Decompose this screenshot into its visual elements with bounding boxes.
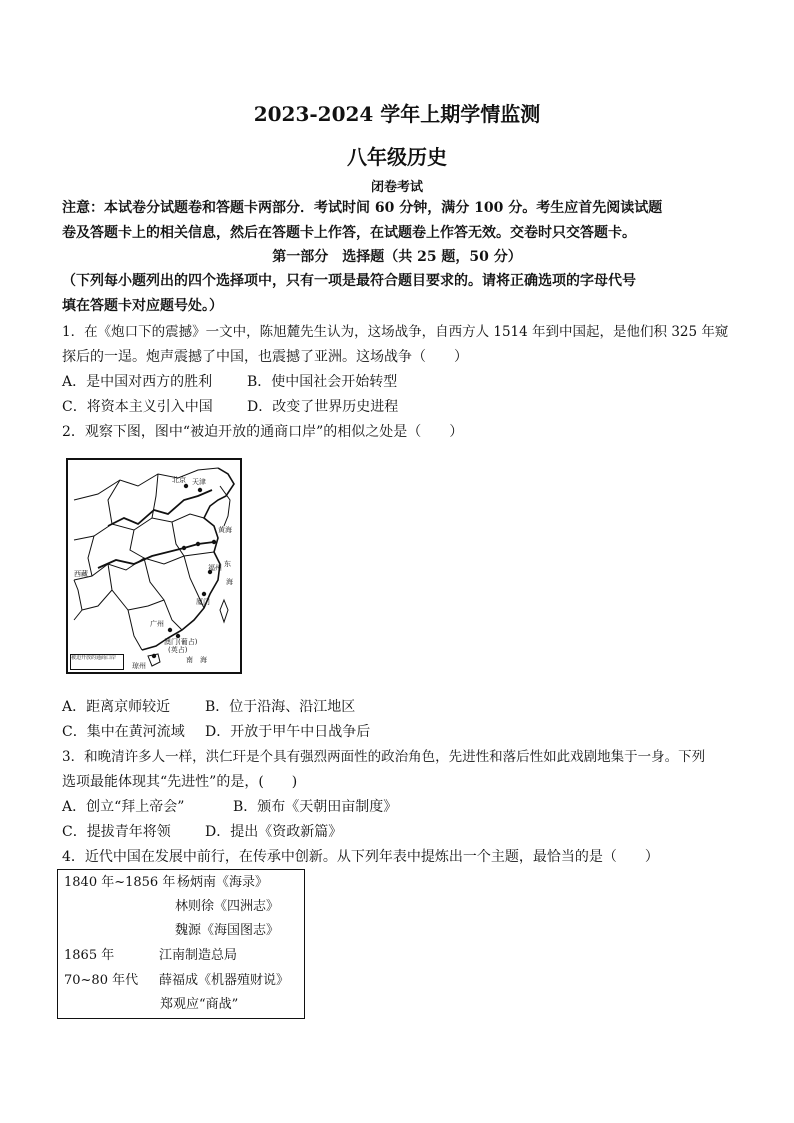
q2-option-d: D．开放于甲午中日战争后 [205, 724, 371, 740]
q2-option-b: B．位于沿海、沿江地区 [205, 699, 356, 715]
map-label-tianjin: 天津 [192, 478, 206, 486]
map-label-xianggang: (英占) [168, 646, 188, 654]
timeline-item-3: 魏源《海国图志》 [175, 923, 280, 938]
q1-option-b: B．使中国社会开始转型 [247, 374, 398, 390]
q3-option-b: B．颁布《天朝田亩制度》 [233, 799, 398, 815]
q1-stem-line-1: 1．在《炮口下的震撼》一文中，陈旭麓先生认为，这场战争，自西方人 1514 年到中国起，是他们积 325 年窥 [62, 324, 729, 340]
map-label-xizang: 西藏 [74, 570, 88, 578]
timeline-item-4: 江南制造总局 [159, 948, 238, 963]
q3-stem-line-2: 选项最能体现其“先进性”的是，( ) [62, 774, 298, 790]
section-instruction-1: （下列每小题列出的四个选择项中，只有一项是最符合题目要求的。请将正确选项的字母代号 [62, 273, 636, 289]
q2-stem: 2．观察下图，图中“被迫开放的通商口岸”的相似之处是（ ） [62, 424, 464, 440]
map-label-xiamen: 厦门 [196, 598, 210, 606]
subject-title: 八年级历史 [347, 145, 447, 169]
map-label-aomen: 澳门(葡占) [164, 638, 198, 646]
q1-option-c: C．将资本主义引入中国 [62, 399, 213, 415]
q3-option-c: C．提拔青年将领 [62, 824, 171, 840]
map-label-guangzhou: 广州 [150, 620, 164, 628]
exam-type: 闭卷考试 [370, 180, 423, 195]
timeline-year-1: 1840 年~1856 年 [64, 875, 176, 890]
map-label-fuzhou: 福州 [208, 564, 222, 572]
section-title: 第一部分 选择题（共 25 题，50 分） [272, 249, 522, 265]
q2-option-c: C．集中在黄河流域 [62, 724, 185, 740]
q2-option-a: A．距离京师较近 [62, 699, 171, 715]
q4-stem: 4．近代中国在发展中前行，在传承中创新。从下列年表中提炼出一个主题，最恰当的是（ ） [62, 849, 659, 865]
timeline-item-6: 郑观应“商战” [160, 997, 239, 1012]
exam-title: 2023-2024 学年上期学情监测 [253, 102, 541, 126]
q3-stem-line-1: 3．和晚清许多人一样，洪仁玕是个具有强烈两面性的政治角色，先进性和落后性如此戏剧地集于一身。下列 [62, 749, 706, 765]
q1-stem-line-2: 探后的一逞。炮声震撼了中国，也震撼了亚洲。这场战争（ ） [62, 349, 468, 365]
timeline-item-2: 林则徐《四洲志》 [175, 899, 280, 914]
q3-option-a: A．创立“拜上帝会” [62, 799, 185, 815]
q3-option-d: D．提出《资政新篇》 [205, 824, 343, 840]
map-label-donghai: 东 [224, 560, 231, 568]
legend-text: 被迫开放的通商口岸 [71, 655, 117, 661]
map-label-huanghai: 黄海 [218, 526, 232, 534]
map-label-nanhai: 南 海 [186, 656, 207, 664]
map-label-hai: 海 [226, 578, 233, 586]
map-legend [70, 654, 124, 670]
timeline-item-5: 薛福成《机器殖财说》 [159, 973, 290, 988]
notice-line-1: 注意：本试卷分试题卷和答题卡两部分．考试时间 60 分钟，满分 100 分。考生应首先阅读试题 [62, 200, 663, 216]
q4-timeline-table [57, 869, 305, 1019]
map-label-beijing: 北京 [172, 476, 186, 484]
timeline-year-5: 70~80 年代 [64, 973, 139, 988]
q1-option-a: A．是中国对西方的胜利 [62, 374, 213, 390]
section-instruction-2: 填在答题卡对应题号处。） [62, 298, 223, 314]
map-label-qiongzhou: 琼州 [132, 662, 146, 670]
timeline-item-1: 杨炳南《海录》 [177, 875, 269, 890]
timeline-year-4: 1865 年 [64, 948, 115, 963]
treaty-ports-map [66, 458, 242, 674]
q1-option-d: D．改变了世界历史进程 [247, 399, 399, 415]
notice-line-2: 卷及答题卡上的相关信息，然后在答题卡上作答，在试题卷上作答无效。交卷时只交答题卡。 [62, 225, 636, 241]
